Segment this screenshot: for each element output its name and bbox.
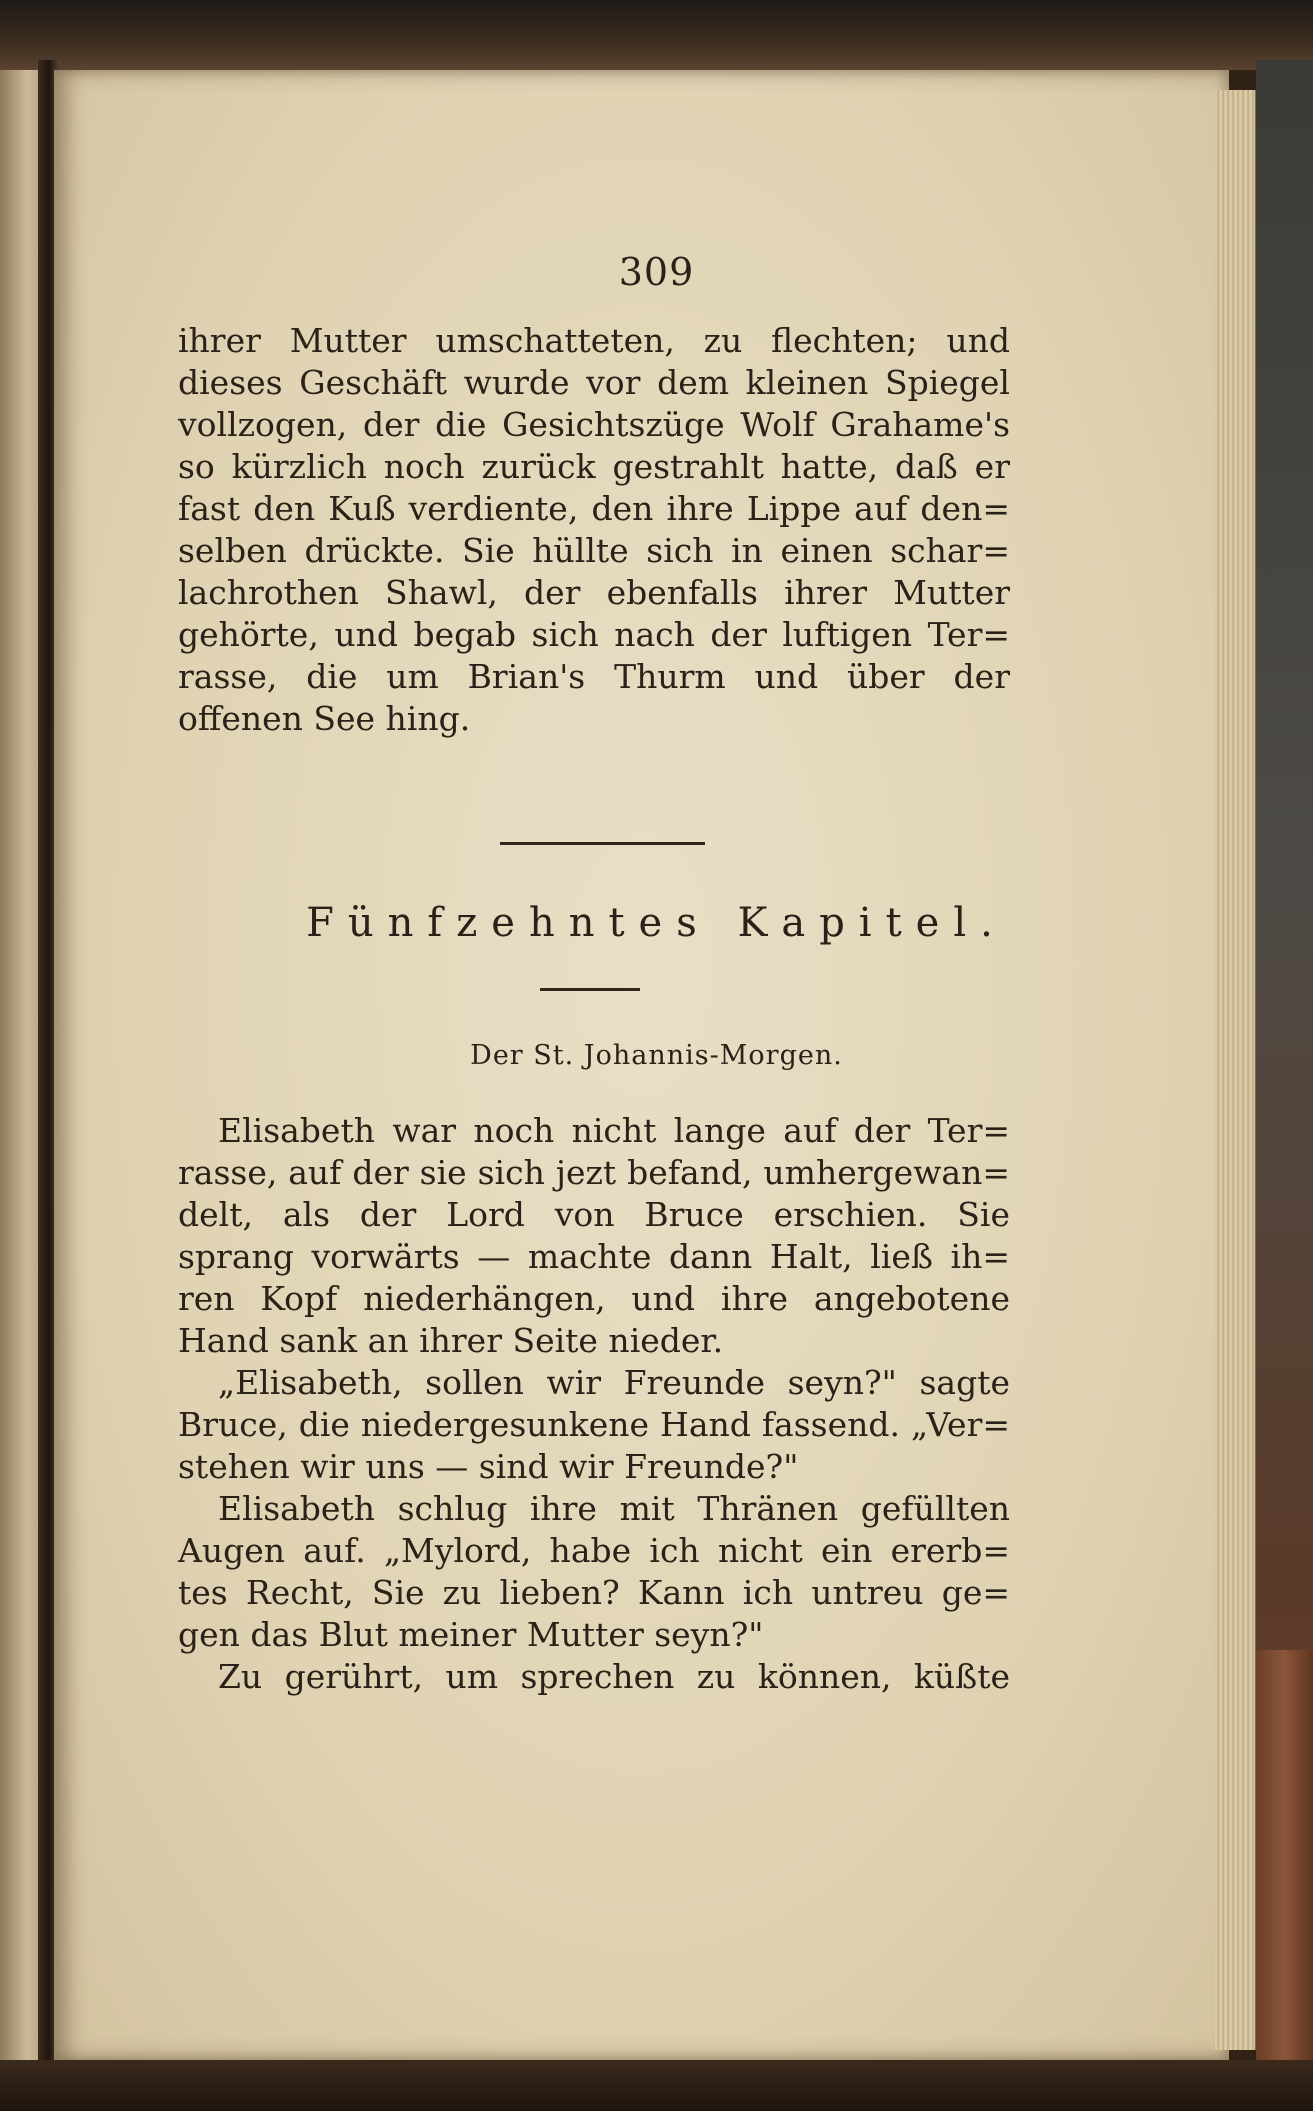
text-line: ren Kopf niederhängen, und ihre angebotene [178,1279,1010,1318]
text-line: Zu gerührt, um sprechen zu können, küßte [218,1657,1010,1696]
page-number: 309 [618,250,695,294]
text-line: Hand sank an ihrer Seite nieder. [178,1321,724,1360]
text-line: ihrer Mutter umschatteten, zu flechten; und [178,321,1010,360]
text-line: rasse, auf der sie sich jezt befand, umhergewan= [178,1153,1010,1192]
text-line: „Elisabeth, sollen wir Freunde seyn?" sagte [218,1363,1010,1402]
text-line: offenen See hing. [178,699,471,738]
chapter-title-rule [540,988,640,991]
section-divider-rule [500,842,705,845]
text-line: fast den Kuß verdiente, den ihre Lippe auf den= [178,489,1010,528]
text-line: gen das Blut meiner Mutter seyn?" [178,1615,764,1654]
chapter-subtitle: Der St. Johannis-Morgen. [470,1040,843,1071]
book-cover-bottom [0,2060,1313,2111]
text-line: rasse, die um Brian's Thurm und über der [178,657,1010,696]
paragraph-top [178,320,1010,740]
book-cover-top [0,0,1313,70]
text-line: Augen auf. „Mylord, habe ich nicht ein ererb= [178,1531,1010,1570]
text-line: lachrothen Shawl, der ebenfalls ihrer Mutter [178,573,1010,612]
text-line: vollzogen, der die Gesichtszüge Wolf Grahame's [178,405,1010,444]
text-line: Bruce, die niedergesunkene Hand fassend. „Ver= [178,1405,1010,1444]
text-line: stehen wir uns — sind wir Freunde?" [178,1447,799,1486]
text-line: Elisabeth schlug ihre mit Thränen gefüllten [218,1489,1010,1528]
text-line: so kürzlich noch zurück gestrahlt hatte, daß er [178,447,1010,486]
cover-board-leather [1256,1650,1313,2111]
chapter-title: Fünfzehntes Kapitel. [306,900,1007,946]
text-line: dieses Geschäft wurde vor dem kleinen Spiegel [178,363,1010,402]
text-line: gehörte, und begab sich nach der luftigen Ter= [178,615,1010,654]
text-line: sprang vorwärts — machte dann Halt, ließ ih= [178,1237,1010,1276]
text-line: selben drückte. Sie hüllte sich in einen schar= [178,531,1010,570]
text-line: delt, als der Lord von Bruce erschien. Sie [178,1195,1010,1234]
paragraph-chapter [178,1110,1010,1698]
text-line: Elisabeth war noch nicht lange auf der Ter= [218,1111,1010,1150]
text-line: tes Recht, Sie zu lieben? Kann ich untreu ge= [178,1573,1010,1612]
